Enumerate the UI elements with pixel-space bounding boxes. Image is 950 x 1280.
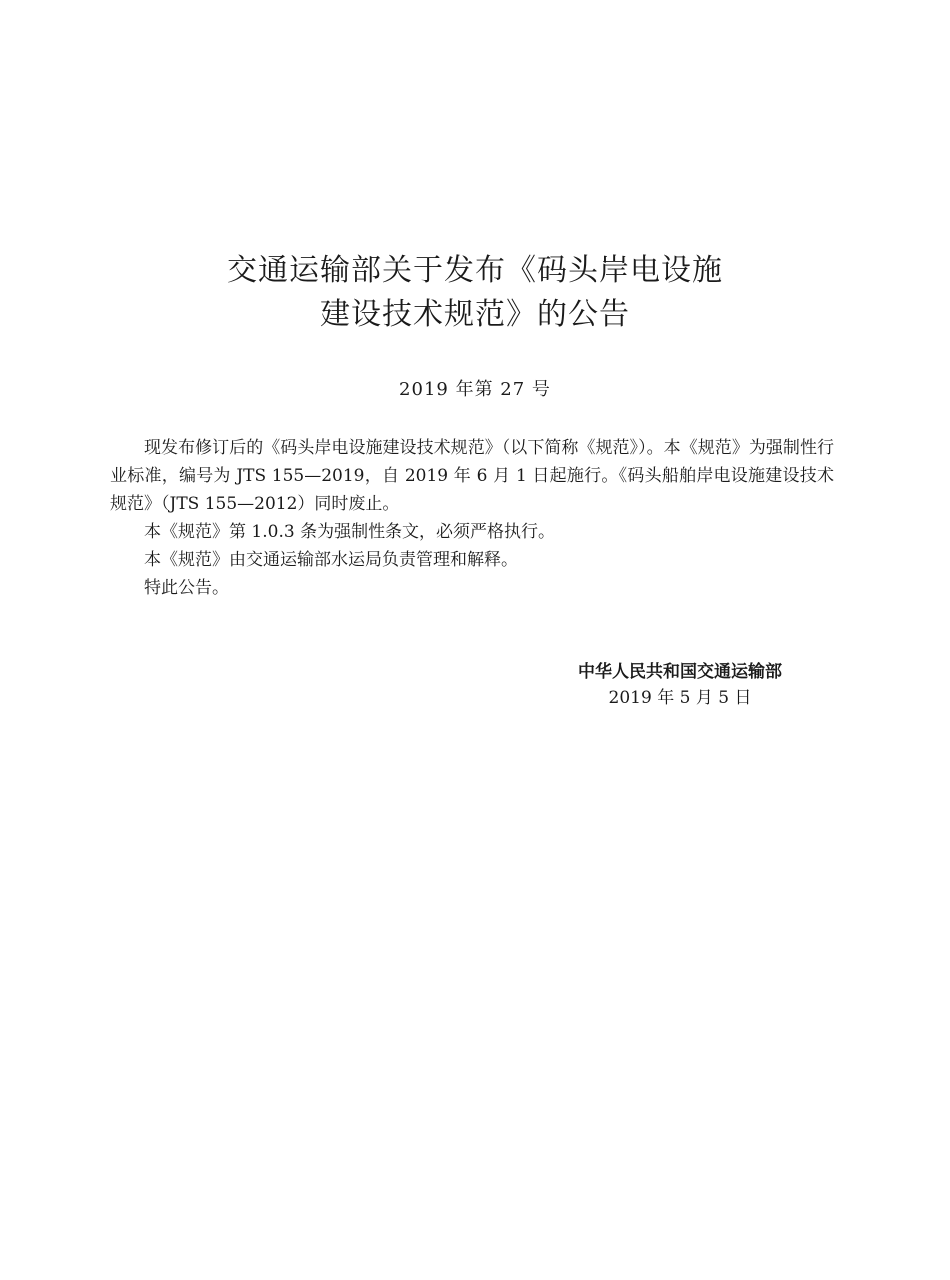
- document-number: 2019 年第 27 号: [399, 379, 551, 400]
- paragraph-release: 现发布修订后的《码头岸电设施建设技术规范》（以下简称《规范》）。本《规范》为强制性行业标准，编号为 JTS 155—2019，自 2019 年 6 月 1 日起施行。《码头船舶岸电设施建设技术规范》（JTS 155—2012）同时废止。: [110, 438, 834, 514]
- issue-date: 2019 年 5 月 5 日: [608, 688, 752, 708]
- issuing-organization: 中华人民共和国交通运输部: [578, 662, 782, 682]
- announcement-title-line-1: 交通运输部关于发布《码头岸电设施: [227, 253, 723, 288]
- paragraph-management: 本《规范》由交通运输部水运局负责管理和解释。: [144, 550, 518, 570]
- announcement-title-line-2: 建设技术规范》的公告: [320, 297, 630, 332]
- paragraph-closing: 特此公告。: [144, 578, 229, 598]
- announcement-body: [110, 434, 834, 602]
- paragraph-mandatory-clause: 本《规范》第 1.0.3 条为强制性条文，必须严格执行。: [144, 522, 556, 542]
